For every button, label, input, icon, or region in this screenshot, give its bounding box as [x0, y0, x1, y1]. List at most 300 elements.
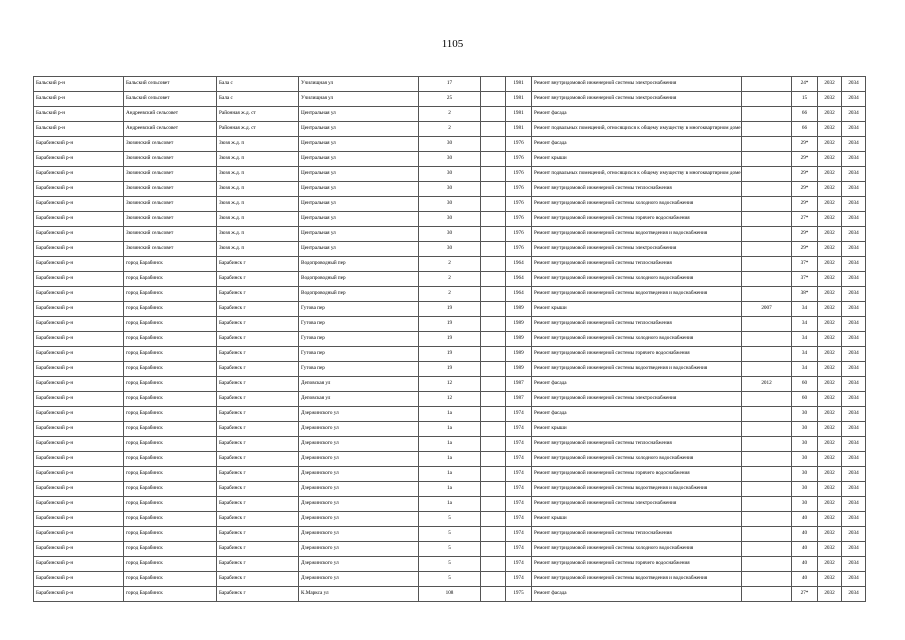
year-built-cell: 1981	[506, 77, 532, 92]
last-repair-year-cell	[742, 197, 792, 212]
municipality-cell: город Барабинск	[124, 587, 217, 602]
last-repair-year-cell	[742, 362, 792, 377]
building-cell	[481, 287, 506, 302]
table-row	[34, 212, 866, 227]
year-built-cell: 1981	[506, 107, 532, 122]
plan-end-year-cell: 2034	[842, 542, 866, 557]
work-type-cell: Ремонт внутридомовой инженерной системы теплоснабжения	[532, 182, 742, 197]
district-cell: Барабинский р-н	[34, 227, 124, 242]
percent-cell: 29*	[792, 167, 818, 182]
table-row	[34, 557, 866, 572]
house-number-cell: 2	[419, 257, 481, 272]
work-type-cell: Ремонт фасада	[532, 587, 742, 602]
year-built-cell: 1976	[506, 152, 532, 167]
work-type-cell: Ремонт внутридомовой инженерной системы теплоснабжения	[532, 317, 742, 332]
plan-end-year-cell: 2034	[842, 422, 866, 437]
plan-end-year-cell: 2034	[842, 152, 866, 167]
house-number-cell: 2	[419, 287, 481, 302]
last-repair-year-cell: 2007	[742, 302, 792, 317]
municipality-cell: город Барабинск	[124, 452, 217, 467]
building-cell	[481, 587, 506, 602]
plan-start-year-cell: 2032	[818, 422, 842, 437]
register-body	[34, 77, 866, 602]
percent-cell: 30	[792, 422, 818, 437]
municipality-cell: город Барабинск	[124, 257, 217, 272]
district-cell: Барабинский р-н	[34, 347, 124, 362]
locality-cell: Барабинск г	[217, 407, 299, 422]
plan-end-year-cell: 2034	[842, 392, 866, 407]
plan-start-year-cell: 2032	[818, 122, 842, 137]
plan-start-year-cell: 2032	[818, 362, 842, 377]
locality-cell: Барабинск г	[217, 572, 299, 587]
locality-cell: Барабинск г	[217, 332, 299, 347]
work-type-cell: Ремонт внутридомовой инженерной системы водоотведения и водоснабжения	[532, 362, 742, 377]
district-cell: Барабинский р-н	[34, 527, 124, 542]
municipality-cell: город Барабинск	[124, 572, 217, 587]
house-number-cell: 108	[419, 587, 481, 602]
house-number-cell: 19	[419, 332, 481, 347]
percent-cell: 34	[792, 347, 818, 362]
building-cell	[481, 557, 506, 572]
table-row	[34, 422, 866, 437]
building-cell	[481, 497, 506, 512]
last-repair-year-cell	[742, 422, 792, 437]
plan-start-year-cell: 2032	[818, 317, 842, 332]
table-row	[34, 227, 866, 242]
house-number-cell: 1а	[419, 452, 481, 467]
year-built-cell: 1976	[506, 197, 532, 212]
plan-end-year-cell: 2034	[842, 137, 866, 152]
locality-cell: Районная ж.д. ст	[217, 107, 299, 122]
locality-cell: Зюзя ж.д. п	[217, 137, 299, 152]
plan-end-year-cell: 2034	[842, 197, 866, 212]
building-cell	[481, 542, 506, 557]
year-built-cell: 1975	[506, 587, 532, 602]
capital-repair-register-table	[33, 76, 866, 602]
year-built-cell: 1989	[506, 302, 532, 317]
district-cell: Барабинский р-н	[34, 437, 124, 452]
table-row	[34, 77, 866, 92]
year-built-cell: 1974	[506, 467, 532, 482]
building-cell	[481, 137, 506, 152]
locality-cell: Барабинск г	[217, 317, 299, 332]
municipality-cell: Зюзинский сельсовет	[124, 242, 217, 257]
building-cell	[481, 212, 506, 227]
building-cell	[481, 92, 506, 107]
year-built-cell: 1974	[506, 572, 532, 587]
house-number-cell: 19	[419, 362, 481, 377]
percent-cell: 40	[792, 527, 818, 542]
locality-cell: Зюзя ж.д. п	[217, 242, 299, 257]
municipality-cell: город Барабинск	[124, 377, 217, 392]
house-number-cell: 30	[419, 212, 481, 227]
plan-end-year-cell: 2034	[842, 452, 866, 467]
plan-start-year-cell: 2032	[818, 392, 842, 407]
plan-start-year-cell: 2032	[818, 137, 842, 152]
plan-start-year-cell: 2032	[818, 107, 842, 122]
municipality-cell: город Барабинск	[124, 302, 217, 317]
municipality-cell: Андреевский сельсовет	[124, 107, 217, 122]
street-cell: Дзержинского ул	[299, 542, 419, 557]
year-built-cell: 1976	[506, 212, 532, 227]
percent-cell: 29*	[792, 227, 818, 242]
plan-start-year-cell: 2032	[818, 152, 842, 167]
district-cell: Барабинский р-н	[34, 542, 124, 557]
year-built-cell: 1989	[506, 332, 532, 347]
last-repair-year-cell	[742, 527, 792, 542]
table-row	[34, 572, 866, 587]
plan-end-year-cell: 2034	[842, 92, 866, 107]
plan-end-year-cell: 2034	[842, 317, 866, 332]
plan-end-year-cell: 2034	[842, 482, 866, 497]
table-row	[34, 92, 866, 107]
work-type-cell: Ремонт внутридомовой инженерной системы горячего водоснабжения	[532, 212, 742, 227]
house-number-cell: 12	[419, 377, 481, 392]
work-type-cell: Ремонт крыши	[532, 302, 742, 317]
house-number-cell: 5	[419, 572, 481, 587]
district-cell: Барабинский р-н	[34, 482, 124, 497]
district-cell: Барабинский р-н	[34, 287, 124, 302]
locality-cell: Барабинск г	[217, 377, 299, 392]
work-type-cell: Ремонт внутридомовой инженерной системы горячего водоснабжения	[532, 467, 742, 482]
district-cell: Барабинский р-н	[34, 242, 124, 257]
municipality-cell: город Барабинск	[124, 407, 217, 422]
last-repair-year-cell	[742, 407, 792, 422]
table-row	[34, 497, 866, 512]
plan-start-year-cell: 2032	[818, 257, 842, 272]
work-type-cell: Ремонт внутридомовой инженерной системы водоотведения и водоснабжения	[532, 287, 742, 302]
table-row	[34, 347, 866, 362]
building-cell	[481, 302, 506, 317]
locality-cell: Барабинск г	[217, 527, 299, 542]
plan-end-year-cell: 2034	[842, 587, 866, 602]
building-cell	[481, 437, 506, 452]
house-number-cell: 1а	[419, 467, 481, 482]
district-cell: Барабинский р-н	[34, 497, 124, 512]
work-type-cell: Ремонт фасада	[532, 107, 742, 122]
plan-end-year-cell: 2034	[842, 257, 866, 272]
table-row	[34, 362, 866, 377]
locality-cell: Районная ж.д. ст	[217, 122, 299, 137]
house-number-cell: 1а	[419, 482, 481, 497]
house-number-cell: 2	[419, 107, 481, 122]
district-cell: Барабинский р-н	[34, 272, 124, 287]
plan-start-year-cell: 2032	[818, 272, 842, 287]
street-cell: Центральная ул	[299, 122, 419, 137]
district-cell: Барабинский р-н	[34, 302, 124, 317]
house-number-cell: 1а	[419, 407, 481, 422]
locality-cell: Зюзя ж.д. п	[217, 212, 299, 227]
locality-cell: Барабинск г	[217, 422, 299, 437]
street-cell: Водопроводный пер	[299, 272, 419, 287]
house-number-cell: 2	[419, 272, 481, 287]
plan-end-year-cell: 2034	[842, 107, 866, 122]
plan-end-year-cell: 2034	[842, 512, 866, 527]
locality-cell: Барабинск г	[217, 587, 299, 602]
building-cell	[481, 167, 506, 182]
percent-cell: 27*	[792, 587, 818, 602]
last-repair-year-cell	[742, 107, 792, 122]
plan-end-year-cell: 2034	[842, 77, 866, 92]
work-type-cell: Ремонт внутридомовой инженерной системы горячего водоснабжения	[532, 557, 742, 572]
municipality-cell: город Барабинск	[124, 482, 217, 497]
percent-cell: 40	[792, 557, 818, 572]
plan-start-year-cell: 2032	[818, 542, 842, 557]
last-repair-year-cell	[742, 557, 792, 572]
plan-end-year-cell: 2034	[842, 182, 866, 197]
plan-start-year-cell: 2032	[818, 482, 842, 497]
street-cell: Центральная ул	[299, 212, 419, 227]
street-cell: Гутова пер	[299, 317, 419, 332]
work-type-cell: Ремонт подвальных помещений, относящихся к общему имуществу в многоквартирном доме	[532, 167, 742, 182]
district-cell: Барабинский р-н	[34, 572, 124, 587]
last-repair-year-cell	[742, 287, 792, 302]
year-built-cell: 1989	[506, 317, 532, 332]
house-number-cell: 30	[419, 242, 481, 257]
percent-cell: 29*	[792, 182, 818, 197]
plan-start-year-cell: 2032	[818, 302, 842, 317]
table-row	[34, 257, 866, 272]
table-row	[34, 482, 866, 497]
year-built-cell: 1974	[506, 497, 532, 512]
building-cell	[481, 527, 506, 542]
table-row	[34, 287, 866, 302]
district-cell: Барабинский р-н	[34, 452, 124, 467]
street-cell: Дзержинского ул	[299, 422, 419, 437]
district-cell: Барабинский р-н	[34, 137, 124, 152]
building-cell	[481, 197, 506, 212]
year-built-cell: 1981	[506, 92, 532, 107]
work-type-cell: Ремонт внутридомовой инженерной системы электроснабжения	[532, 92, 742, 107]
street-cell: К.Маркса ул	[299, 587, 419, 602]
locality-cell: Барабинск г	[217, 452, 299, 467]
building-cell	[481, 362, 506, 377]
percent-cell: 15	[792, 92, 818, 107]
plan-end-year-cell: 2034	[842, 122, 866, 137]
district-cell: Барабинский р-н	[34, 197, 124, 212]
work-type-cell: Ремонт внутридомовой инженерной системы электроснабжения	[532, 392, 742, 407]
plan-end-year-cell: 2034	[842, 497, 866, 512]
plan-start-year-cell: 2032	[818, 92, 842, 107]
house-number-cell: 30	[419, 167, 481, 182]
street-cell: Дзержинского ул	[299, 557, 419, 572]
plan-end-year-cell: 2034	[842, 242, 866, 257]
street-cell: Дзержинского ул	[299, 407, 419, 422]
street-cell: Дзержинского ул	[299, 512, 419, 527]
last-repair-year-cell	[742, 482, 792, 497]
district-cell: Барабинский р-н	[34, 362, 124, 377]
street-cell: Гутова пер	[299, 347, 419, 362]
locality-cell: Зюзя ж.д. п	[217, 167, 299, 182]
locality-cell: Барабинск г	[217, 392, 299, 407]
plan-end-year-cell: 2034	[842, 227, 866, 242]
locality-cell: Барабинск г	[217, 362, 299, 377]
locality-cell: Зюзя ж.д. п	[217, 152, 299, 167]
house-number-cell: 1а	[419, 422, 481, 437]
building-cell	[481, 152, 506, 167]
year-built-cell: 1974	[506, 407, 532, 422]
municipality-cell: город Барабинск	[124, 392, 217, 407]
percent-cell: 60	[792, 392, 818, 407]
table-row	[34, 302, 866, 317]
table-row	[34, 437, 866, 452]
municipality-cell: город Барабинск	[124, 437, 217, 452]
house-number-cell: 17	[419, 77, 481, 92]
street-cell: Дзержинского ул	[299, 497, 419, 512]
last-repair-year-cell	[742, 587, 792, 602]
municipality-cell: город Барабинск	[124, 362, 217, 377]
plan-start-year-cell: 2032	[818, 587, 842, 602]
percent-cell: 66	[792, 122, 818, 137]
district-cell: Барабинский р-н	[34, 152, 124, 167]
building-cell	[481, 317, 506, 332]
plan-end-year-cell: 2034	[842, 167, 866, 182]
street-cell: Деповская ул	[299, 392, 419, 407]
year-built-cell: 1974	[506, 482, 532, 497]
percent-cell: 37*	[792, 272, 818, 287]
table-row	[34, 317, 866, 332]
house-number-cell: 19	[419, 347, 481, 362]
municipality-cell: город Барабинск	[124, 317, 217, 332]
district-cell: Барабинский р-н	[34, 332, 124, 347]
district-cell: Бальский р-н	[34, 77, 124, 92]
work-type-cell: Ремонт внутридомовой инженерной системы теплоснабжения	[532, 257, 742, 272]
plan-end-year-cell: 2034	[842, 302, 866, 317]
street-cell: Дзержинского ул	[299, 437, 419, 452]
percent-cell: 66	[792, 107, 818, 122]
year-built-cell: 1964	[506, 272, 532, 287]
year-built-cell: 1989	[506, 347, 532, 362]
street-cell: Гутова пер	[299, 302, 419, 317]
percent-cell: 60	[792, 377, 818, 392]
house-number-cell: 30	[419, 137, 481, 152]
percent-cell: 29*	[792, 197, 818, 212]
building-cell	[481, 272, 506, 287]
plan-start-year-cell: 2032	[818, 242, 842, 257]
table-row	[34, 587, 866, 602]
district-cell: Барабинский р-н	[34, 377, 124, 392]
plan-start-year-cell: 2032	[818, 497, 842, 512]
municipality-cell: город Барабинск	[124, 527, 217, 542]
plan-end-year-cell: 2034	[842, 407, 866, 422]
year-built-cell: 1987	[506, 392, 532, 407]
street-cell: Училищная ул	[299, 77, 419, 92]
percent-cell: 27*	[792, 212, 818, 227]
work-type-cell: Ремонт фасада	[532, 407, 742, 422]
work-type-cell: Ремонт внутридомовой инженерной системы водоотведения и водоснабжения	[532, 572, 742, 587]
table-row	[34, 167, 866, 182]
street-cell: Дзержинского ул	[299, 452, 419, 467]
municipality-cell: Зюзинский сельсовет	[124, 227, 217, 242]
percent-cell: 40	[792, 572, 818, 587]
street-cell: Центральная ул	[299, 242, 419, 257]
street-cell: Центральная ул	[299, 152, 419, 167]
plan-start-year-cell: 2032	[818, 557, 842, 572]
table-row	[34, 377, 866, 392]
work-type-cell: Ремонт крыши	[532, 422, 742, 437]
plan-start-year-cell: 2032	[818, 287, 842, 302]
locality-cell: Барабинск г	[217, 287, 299, 302]
year-built-cell: 1976	[506, 227, 532, 242]
table-row	[34, 512, 866, 527]
street-cell: Дзержинского ул	[299, 572, 419, 587]
house-number-cell: 19	[419, 302, 481, 317]
house-number-cell: 25	[419, 92, 481, 107]
house-number-cell: 2	[419, 122, 481, 137]
last-repair-year-cell	[742, 542, 792, 557]
district-cell: Барабинский р-н	[34, 182, 124, 197]
work-type-cell: Ремонт внутридомовой инженерной системы электроснабжения	[532, 497, 742, 512]
locality-cell: Барабинск г	[217, 482, 299, 497]
year-built-cell: 1964	[506, 257, 532, 272]
district-cell: Барабинский р-н	[34, 467, 124, 482]
year-built-cell: 1976	[506, 182, 532, 197]
last-repair-year-cell	[742, 167, 792, 182]
municipality-cell: город Барабинск	[124, 557, 217, 572]
house-number-cell: 12	[419, 392, 481, 407]
locality-cell: Барабинск г	[217, 512, 299, 527]
house-number-cell: 5	[419, 527, 481, 542]
year-built-cell: 1976	[506, 242, 532, 257]
year-built-cell: 1964	[506, 287, 532, 302]
percent-cell: 29*	[792, 152, 818, 167]
work-type-cell: Ремонт фасада	[532, 137, 742, 152]
last-repair-year-cell	[742, 227, 792, 242]
work-type-cell: Ремонт внутридомовой инженерной системы холодного водоснабжения	[532, 332, 742, 347]
building-cell	[481, 182, 506, 197]
plan-end-year-cell: 2034	[842, 332, 866, 347]
table-row	[34, 542, 866, 557]
work-type-cell: Ремонт внутридомовой инженерной системы холодного водоснабжения	[532, 272, 742, 287]
work-type-cell: Ремонт внутридомовой инженерной системы теплоснабжения	[532, 527, 742, 542]
last-repair-year-cell	[742, 212, 792, 227]
street-cell: Центральная ул	[299, 167, 419, 182]
last-repair-year-cell	[742, 332, 792, 347]
last-repair-year-cell	[742, 452, 792, 467]
street-cell: Деповская ул	[299, 377, 419, 392]
plan-end-year-cell: 2034	[842, 212, 866, 227]
building-cell	[481, 77, 506, 92]
house-number-cell: 5	[419, 542, 481, 557]
last-repair-year-cell: 2012	[742, 377, 792, 392]
plan-end-year-cell: 2034	[842, 527, 866, 542]
last-repair-year-cell	[742, 497, 792, 512]
table-row	[34, 392, 866, 407]
locality-cell: Барабинск г	[217, 542, 299, 557]
work-type-cell: Ремонт внутридомовой инженерной системы электроснабжения	[532, 242, 742, 257]
work-type-cell: Ремонт крыши	[532, 512, 742, 527]
percent-cell: 34	[792, 302, 818, 317]
table-row	[34, 272, 866, 287]
percent-cell: 38*	[792, 287, 818, 302]
municipality-cell: город Барабинск	[124, 512, 217, 527]
district-cell: Бальский р-н	[34, 107, 124, 122]
street-cell: Центральная ул	[299, 227, 419, 242]
plan-start-year-cell: 2032	[818, 227, 842, 242]
plan-start-year-cell: 2032	[818, 407, 842, 422]
district-cell: Барабинский р-н	[34, 407, 124, 422]
street-cell: Дзержинского ул	[299, 482, 419, 497]
locality-cell: Зюзя ж.д. п	[217, 182, 299, 197]
plan-end-year-cell: 2034	[842, 572, 866, 587]
building-cell	[481, 257, 506, 272]
percent-cell: 34	[792, 317, 818, 332]
last-repair-year-cell	[742, 512, 792, 527]
year-built-cell: 1974	[506, 527, 532, 542]
plan-end-year-cell: 2034	[842, 377, 866, 392]
district-cell: Барабинский р-н	[34, 392, 124, 407]
building-cell	[481, 392, 506, 407]
